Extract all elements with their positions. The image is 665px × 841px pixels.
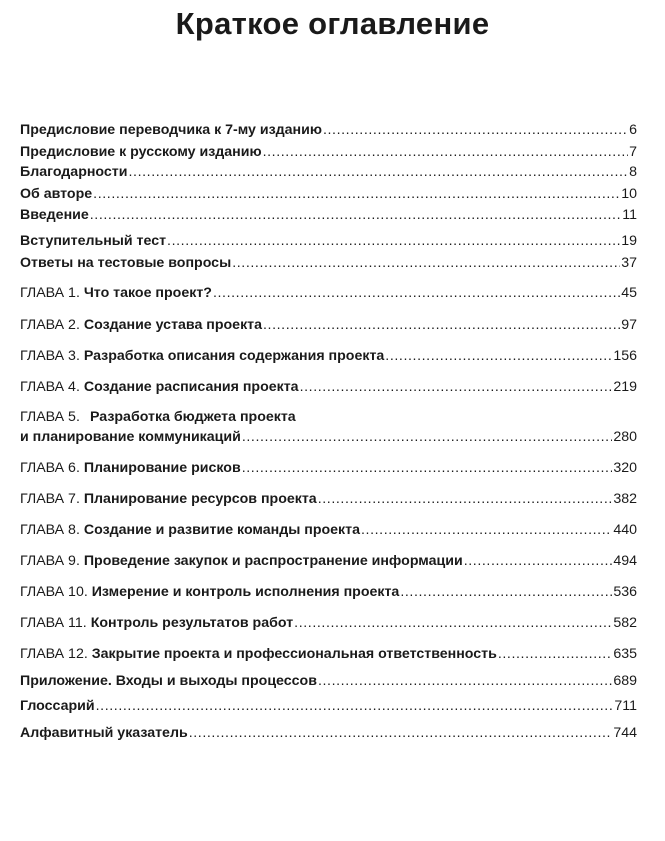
toc-entry[interactable] [20, 646, 637, 663]
toc-entry-label [20, 317, 262, 334]
chapter-number: ГЛАВА 12. [20, 646, 88, 662]
chapter-number: ГЛАВА 8. [20, 522, 80, 538]
toc-entry-label [20, 646, 497, 663]
toc-entry-label [20, 207, 89, 224]
dot-leader [242, 460, 613, 477]
toc-entry[interactable] [20, 725, 637, 742]
page-number: 440 [613, 522, 637, 538]
page-number: 382 [613, 491, 637, 507]
page-title: Краткое оглавление [175, 6, 490, 41]
chapter-title: Алфавитный указатель [20, 725, 188, 741]
chapter-title: Разработка бюджета проекта [90, 409, 296, 425]
chapter-title: Об авторе [20, 186, 93, 202]
toc-entry-label [20, 255, 231, 272]
toc-entry-label [20, 233, 166, 250]
page-number: 219 [613, 379, 637, 395]
toc-entry[interactable] [20, 673, 637, 690]
page-number: 6 [629, 122, 637, 138]
page-number: 10 [621, 186, 637, 202]
chapter-title: Введение [20, 207, 89, 223]
toc-entry-label [20, 698, 95, 715]
toc-entry-label [20, 522, 360, 539]
toc-entry-label [20, 285, 212, 302]
chapter-title: Создание и развитие команды проекта [83, 522, 360, 538]
dot-leader [318, 491, 613, 508]
dot-leader [385, 348, 612, 365]
chapter-title: Контроль результатов работ [90, 615, 294, 631]
page-number: 635 [613, 646, 637, 662]
dot-leader [323, 122, 628, 139]
toc-entry-label [20, 491, 317, 508]
toc-entry[interactable] [20, 553, 637, 570]
toc-entry-label [20, 673, 317, 690]
toc-entry-label [20, 460, 241, 477]
chapter-number: ГЛАВА 4. [20, 379, 80, 395]
chapter-title: Что такое проект? [83, 285, 212, 301]
chapter-title: Вступительный тест [20, 233, 167, 249]
page-number: 494 [613, 553, 637, 569]
chapter-number: ГЛАВА 7. [20, 491, 80, 507]
toc-entry-label [20, 164, 127, 181]
chapter-number: ГЛАВА 1. [20, 285, 80, 301]
chapter-title: Предисловие переводчика к 7-му изданию [20, 122, 322, 138]
dot-leader [167, 233, 620, 250]
toc-entry[interactable] [20, 186, 637, 203]
chapter-title: Создание устава проекта [83, 317, 263, 333]
toc-entry[interactable] [20, 164, 637, 181]
page-number: 37 [621, 255, 637, 271]
dot-leader [93, 186, 620, 203]
chapter-title: Приложение. Входы и выходы процессов [20, 673, 317, 689]
dot-leader [294, 615, 612, 632]
chapter-number: ГЛАВА 6. [20, 460, 80, 476]
dot-leader [128, 164, 628, 181]
page-number: 320 [613, 460, 637, 476]
chapter-title: Закрытие проекта и профессиональная ответственность [91, 646, 497, 662]
toc-entry[interactable] [20, 409, 637, 446]
chapter-title: Благодарности [20, 164, 128, 180]
toc-entry-label [20, 144, 262, 161]
chapter-title: Глоссарий [20, 698, 95, 714]
toc-entry[interactable] [20, 615, 637, 632]
chapter-title: Предисловие к русскому изданию [20, 144, 262, 160]
chapter-title: Измерение и контроль исполнения проекта [91, 584, 400, 600]
dot-leader [464, 553, 613, 570]
chapter-number: ГЛАВА 3. [20, 348, 80, 364]
page-number: 280 [613, 429, 637, 445]
chapter-title-line2: и планирование коммуникаций [20, 429, 241, 445]
dot-leader [232, 255, 620, 272]
dot-leader [263, 144, 629, 161]
toc-entry[interactable] [20, 122, 637, 139]
page-number: 7 [629, 144, 637, 160]
dot-leader [400, 584, 612, 601]
toc-entry[interactable] [20, 522, 637, 539]
toc-entry[interactable] [20, 317, 637, 334]
toc-entry-label [20, 348, 384, 365]
page-number: 19 [621, 233, 637, 249]
dot-leader [318, 673, 612, 690]
chapter-title: Планирование рисков [83, 460, 241, 476]
toc-entry[interactable] [20, 491, 637, 508]
toc-entry-label [20, 615, 293, 632]
page-number: 744 [613, 725, 637, 741]
toc-entry[interactable] [20, 698, 637, 715]
chapter-number: ГЛАВА 2. [20, 317, 80, 333]
page-number: 711 [614, 698, 637, 714]
toc-entry-label [20, 553, 463, 570]
dot-leader [189, 725, 613, 742]
toc-entry[interactable] [20, 144, 637, 161]
toc-entry[interactable] [20, 207, 637, 224]
page-number: 156 [613, 348, 637, 364]
toc-entry[interactable] [20, 233, 637, 250]
page-number: 11 [622, 207, 637, 223]
page-number: 536 [613, 584, 637, 600]
dot-leader [300, 379, 613, 396]
dot-leader [213, 285, 620, 302]
toc-entry-label [20, 379, 299, 396]
dot-leader [96, 698, 614, 715]
chapter-number: ГЛАВА 11. [20, 615, 87, 631]
page-number: 45 [621, 285, 637, 301]
toc-entry[interactable] [20, 255, 637, 272]
toc-entry-label [20, 122, 322, 139]
dot-leader [361, 522, 612, 539]
page-number: 97 [621, 317, 637, 333]
toc-entry-label [20, 725, 188, 742]
toc-entry-label [20, 186, 92, 203]
page-number: 689 [613, 673, 637, 689]
dot-leader [90, 207, 622, 224]
toc-entry[interactable] [20, 584, 637, 601]
toc-entry[interactable] [20, 285, 637, 302]
toc-entry[interactable] [20, 348, 637, 365]
chapter-title: Разработка описания содержания проекта [83, 348, 385, 364]
page-number: 8 [629, 164, 637, 180]
chapter-number: ГЛАВА 10. [20, 584, 88, 600]
toc-entry-label [20, 584, 399, 601]
toc-entry[interactable] [20, 460, 637, 477]
chapter-title: Ответы на тестовые вопросы [20, 255, 232, 271]
chapter-title: Создание расписания проекта [83, 379, 299, 395]
chapter-title: Планирование ресурсов проекта [83, 491, 317, 507]
toc-entry[interactable] [20, 379, 637, 396]
dot-leader [242, 429, 612, 446]
toc-entry-label [20, 429, 241, 446]
dot-leader [263, 317, 620, 334]
page-number: 582 [613, 615, 637, 631]
dot-leader [498, 646, 613, 663]
chapter-number: ГЛАВА 5. [20, 409, 80, 425]
chapter-number: ГЛАВА 9. [20, 553, 80, 569]
chapter-title: Проведение закупок и распространение информации [83, 553, 463, 569]
